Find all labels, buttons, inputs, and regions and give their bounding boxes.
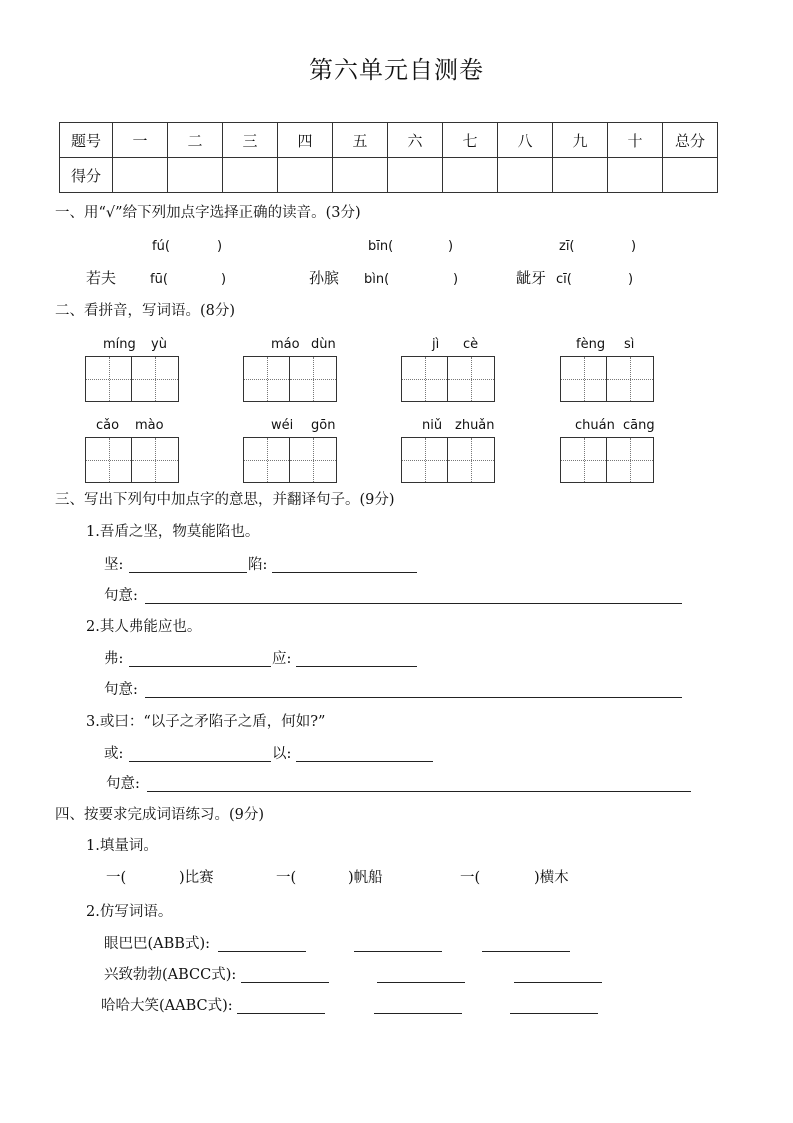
reading-option: fú( — [152, 239, 170, 254]
section2-heading: 二、看拼音，写词语。(8分) — [55, 303, 236, 319]
score-col-2: 二 — [168, 123, 223, 158]
reading-word: 孙膑 — [309, 269, 340, 287]
score-col-6: 六 — [388, 123, 443, 158]
reading-word: 若夫 — [86, 269, 117, 287]
reading-option-close[interactable]: ) — [628, 272, 634, 287]
reading-word: 龇牙 — [516, 269, 547, 287]
answer-line[interactable] — [272, 572, 417, 573]
pinyin-label: chuán — [575, 418, 615, 433]
answer-line[interactable] — [129, 666, 271, 667]
section4-heading: 四、按要求完成词语练习。(9分) — [55, 807, 265, 823]
word-label: 陷: — [248, 557, 268, 573]
reading-option-close[interactable]: ) — [631, 239, 637, 254]
answer-line[interactable] — [145, 697, 682, 698]
reading-option-close[interactable]: ) — [217, 239, 223, 254]
score-cell[interactable] — [278, 158, 333, 193]
score-table-header-row — [60, 123, 718, 158]
score-col-1: 一 — [113, 123, 168, 158]
pinyin-label: gōn — [311, 418, 336, 433]
pinyin-label: zhuǎn — [455, 418, 495, 433]
section1-heading: 一、用“√”给下列加点字选择正确的读音。(3分) — [55, 205, 361, 221]
writing-grid[interactable] — [560, 437, 654, 483]
reading-option-close[interactable]: ) — [453, 272, 459, 287]
score-cell[interactable] — [333, 158, 388, 193]
answer-line[interactable] — [514, 982, 602, 983]
answer-line[interactable] — [296, 666, 417, 667]
reading-option: zī( — [559, 239, 575, 254]
pinyin-label: mào — [135, 418, 164, 433]
writing-grid[interactable] — [85, 437, 179, 483]
pinyin-label: yù — [151, 337, 167, 352]
score-cell[interactable] — [443, 158, 498, 193]
score-col-5: 五 — [333, 123, 388, 158]
reading-option-close[interactable]: ) — [448, 239, 454, 254]
score-col-10: 十 — [608, 123, 663, 158]
pinyin-label: cè — [463, 337, 479, 352]
measure-suffix: )横木 — [534, 870, 569, 886]
pinyin-label: míng — [103, 337, 136, 352]
pinyin-label: niǔ — [422, 418, 443, 433]
word-label: 坚: — [104, 557, 124, 573]
answer-line[interactable] — [482, 951, 570, 952]
measure-prefix: 一( — [106, 870, 127, 886]
pinyin-label: sì — [624, 337, 635, 352]
writing-grid[interactable] — [560, 356, 654, 402]
score-col-7: 七 — [443, 123, 498, 158]
pinyin-label: cāng — [623, 418, 655, 433]
meaning-label: 句意: — [104, 682, 138, 698]
score-cell[interactable] — [113, 158, 168, 193]
pinyin-label: dùn — [311, 337, 336, 352]
reading-option: bīn( — [368, 239, 394, 254]
score-col-3: 三 — [223, 123, 278, 158]
pinyin-label: wéi — [271, 418, 294, 433]
measure-prefix: 一( — [460, 870, 481, 886]
writing-grid[interactable] — [401, 356, 495, 402]
score-table-row1-label: 题号 — [60, 123, 113, 158]
pinyin-label: jì — [432, 337, 440, 352]
answer-line[interactable] — [129, 572, 247, 573]
writing-grid[interactable] — [243, 437, 337, 483]
page-title: 第六单元自测卷 — [309, 56, 484, 84]
reading-option: cī( — [556, 272, 572, 287]
answer-line[interactable] — [510, 1013, 598, 1014]
word-label: 应: — [272, 651, 292, 667]
imitation-label: 兴致勃勃(ABCC式): — [104, 967, 237, 983]
answer-line[interactable] — [145, 603, 682, 604]
imitation-label: 眼巴巴(ABB式): — [104, 936, 210, 952]
writing-grid[interactable] — [243, 356, 337, 402]
sub-question-title: 1.填量词。 — [86, 838, 158, 854]
imitation-label: 哈哈大笑(AABC式): — [101, 998, 233, 1014]
score-cell[interactable] — [388, 158, 443, 193]
answer-line[interactable] — [374, 1013, 462, 1014]
score-cell[interactable] — [168, 158, 223, 193]
sentence: 1.吾盾之坚，物莫能陷也。 — [86, 524, 260, 540]
answer-line[interactable] — [354, 951, 442, 952]
score-total-label: 总分 — [663, 123, 718, 158]
reading-option-close[interactable]: ) — [221, 272, 227, 287]
measure-suffix: )帆船 — [348, 870, 383, 886]
answer-line[interactable] — [241, 982, 329, 983]
answer-line[interactable] — [377, 982, 465, 983]
score-table-row2-label: 得分 — [60, 158, 113, 193]
reading-option: bìn( — [364, 272, 390, 287]
pinyin-label: máo — [271, 337, 300, 352]
measure-prefix: 一( — [276, 870, 297, 886]
answer-line[interactable] — [237, 1013, 325, 1014]
sentence: 2.其人弗能应也。 — [86, 619, 202, 635]
score-col-9: 九 — [553, 123, 608, 158]
measure-suffix: )比赛 — [179, 870, 214, 886]
score-cell[interactable] — [553, 158, 608, 193]
score-total-cell[interactable] — [663, 158, 718, 193]
sentence: 3.或曰：“以子之矛陷子之盾，何如?” — [86, 714, 326, 730]
word-label: 弗: — [104, 651, 124, 667]
score-table-score-row — [60, 158, 718, 193]
meaning-label: 句意: — [106, 776, 140, 792]
reading-option: fū( — [150, 272, 168, 287]
word-label: 或: — [104, 746, 124, 762]
score-cell[interactable] — [498, 158, 553, 193]
score-cell[interactable] — [223, 158, 278, 193]
answer-line[interactable] — [129, 761, 271, 762]
writing-grid[interactable] — [85, 356, 179, 402]
sub-question-title: 2.仿写词语。 — [86, 904, 173, 920]
score-col-8: 八 — [498, 123, 553, 158]
score-table — [59, 122, 718, 193]
answer-line[interactable] — [218, 951, 306, 952]
pinyin-label: cǎo — [96, 418, 120, 433]
meaning-label: 句意: — [104, 588, 138, 604]
answer-line[interactable] — [147, 791, 691, 792]
score-col-4: 四 — [278, 123, 333, 158]
answer-line[interactable] — [296, 761, 433, 762]
word-label: 以: — [272, 746, 292, 762]
score-cell[interactable] — [608, 158, 663, 193]
section3-heading: 三、写出下列句中加点字的意思，并翻译句子。(9分) — [55, 492, 395, 508]
writing-grid[interactable] — [401, 437, 495, 483]
pinyin-label: fèng — [576, 337, 606, 352]
